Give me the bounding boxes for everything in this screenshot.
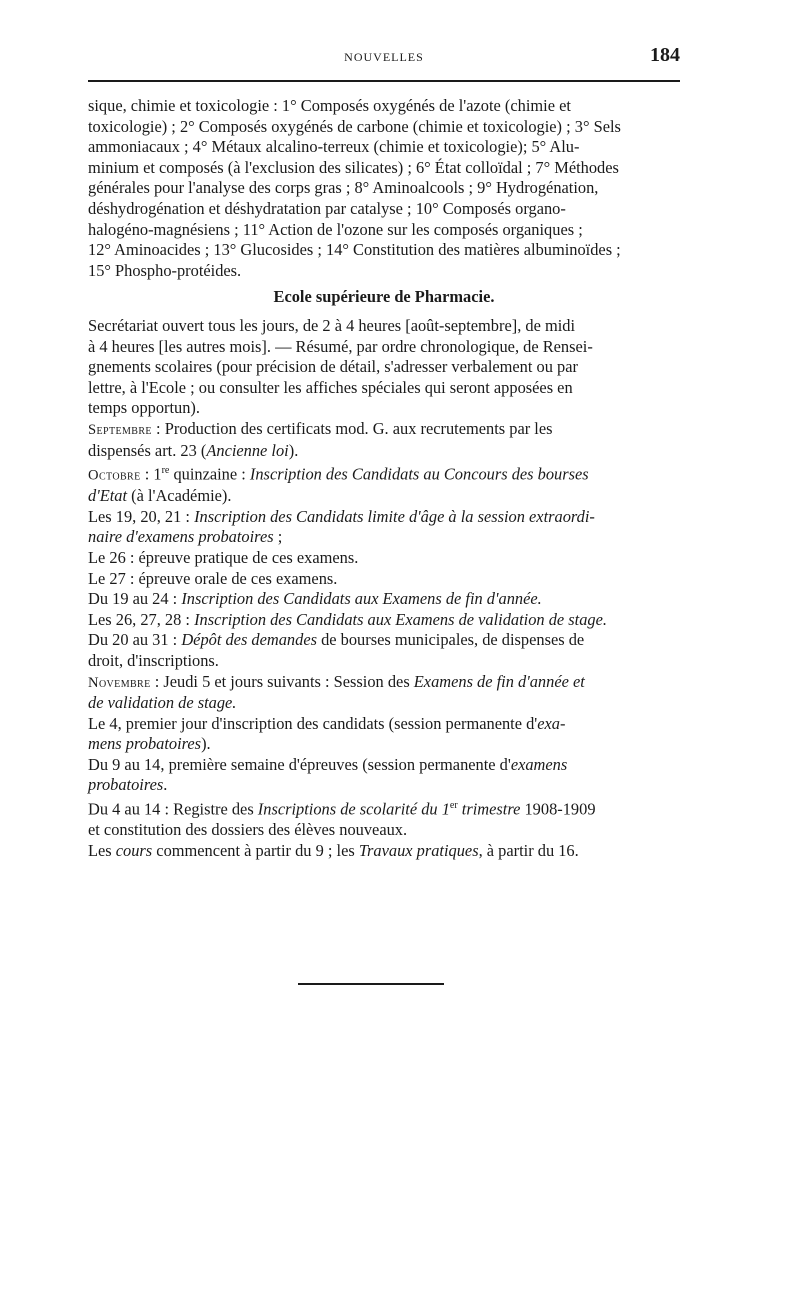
footer-rule bbox=[298, 983, 444, 985]
entry-text: Les bbox=[88, 840, 116, 860]
text-line bbox=[88, 734, 680, 755]
header-rule bbox=[88, 80, 680, 82]
text-line: toxicologie) ; 2° Composés oxygénés de carbone (chimie et toxicologie) ; 3° Sels bbox=[88, 116, 621, 136]
text-line bbox=[88, 796, 680, 820]
running-title: NOUVELLES bbox=[344, 50, 424, 64]
text-line: générales pour l'analyse des corps gras ; 8° Aminoalcools ; 9° Hydrogénation, bbox=[88, 178, 599, 198]
text-line: temps opportun). bbox=[88, 398, 200, 418]
text-line bbox=[88, 589, 680, 610]
entry-italic: mens probatoires bbox=[88, 734, 202, 754]
entry-italic: Inscription des Candidats aux Examens de fin d'année. bbox=[181, 589, 542, 609]
entry-italic: trimestre bbox=[457, 799, 521, 819]
text-line: sique, chimie et toxicologie : 1° Composés oxygénés de l'azote (chimie et bbox=[88, 96, 571, 115]
entry-item bbox=[88, 507, 680, 548]
entry-text: ). bbox=[201, 734, 211, 754]
text-line bbox=[88, 672, 680, 694]
entry-item bbox=[88, 714, 680, 755]
entry-text: 1908-1909 bbox=[520, 799, 596, 819]
text-line bbox=[88, 610, 680, 631]
text-line bbox=[88, 527, 680, 548]
entry-italic: naire d'examens probatoires bbox=[88, 527, 274, 547]
text-line bbox=[88, 841, 680, 862]
entry-item bbox=[88, 630, 680, 671]
entry-text: quinzaine : bbox=[169, 464, 250, 484]
section-title: Ecole supérieure de Pharmacie. bbox=[273, 287, 495, 307]
entry-novembre bbox=[88, 672, 680, 714]
entry-text: commencent à partir du 9 ; les bbox=[152, 840, 359, 860]
text-line bbox=[88, 441, 680, 462]
superscript: re bbox=[161, 465, 170, 477]
entry-italic: Inscription des Candidats limite d'âge à la session extraordi- bbox=[194, 506, 595, 526]
text-line bbox=[88, 714, 680, 735]
entry-italic: Inscription des Candidats aux Examens de validation de stage. bbox=[194, 609, 607, 629]
superscript: er bbox=[449, 800, 458, 812]
intro-paragraph bbox=[88, 96, 680, 281]
entry-item bbox=[88, 548, 680, 569]
entry-italic: Dépôt des demandes bbox=[181, 630, 317, 650]
entry-item bbox=[88, 796, 680, 841]
entry-text: Du 9 au 14, première semaine d'épreuves (session permanente d' bbox=[88, 754, 511, 774]
entry-item bbox=[88, 755, 680, 796]
text-line bbox=[88, 486, 680, 507]
entry-text: : Production des certificats mod. G. aux recrutements par les bbox=[151, 418, 553, 438]
text-line: halogéno-magnésiens ; 11° Action de l'ozone sur les composés organiques ; bbox=[88, 219, 583, 239]
entry-septembre bbox=[88, 419, 680, 461]
text-line bbox=[88, 775, 680, 796]
entry-italic: de validation de stage. bbox=[88, 693, 237, 713]
entry-italic: Examens de fin d'année et bbox=[413, 671, 585, 691]
entry-octobre bbox=[88, 461, 680, 507]
entry-item bbox=[88, 569, 680, 590]
month-label: Novembre bbox=[88, 674, 151, 691]
entry-text: Du 19 au 24 : bbox=[88, 589, 182, 609]
entry-italic: Inscription des Candidats au Concours des bourses bbox=[249, 464, 589, 484]
entry-italic: probatoires bbox=[88, 775, 164, 795]
text-line bbox=[88, 630, 680, 651]
entry-text: : 1 bbox=[140, 464, 162, 484]
text-line: minium et composés (à l'exclusion des silicates) ; 6° État colloïdal ; 7° Méthodes bbox=[88, 157, 619, 177]
entry-item bbox=[88, 841, 680, 862]
entry-italic: Travaux pratiques bbox=[358, 840, 479, 860]
text-line bbox=[88, 693, 680, 714]
text-line bbox=[88, 461, 680, 486]
entry-text: . bbox=[163, 775, 168, 795]
text-line bbox=[88, 507, 680, 528]
month-label: Octobre bbox=[88, 467, 141, 484]
text-line: ammoniacaux ; 4° Métaux alcalino-terreux (chimie et toxicologie); 5° Alu- bbox=[88, 137, 580, 157]
entry-text: ; bbox=[273, 527, 283, 547]
entry-text: : Jeudi 5 et jours suivants : Session des bbox=[150, 671, 414, 691]
text-line: à 4 heures [les autres mois]. — Résumé, par ordre chronologique, de Rensei- bbox=[88, 336, 593, 356]
text-line: Le 27 : épreuve orale de ces examens. bbox=[88, 568, 338, 588]
entry-italic: Ancienne loi bbox=[206, 440, 289, 460]
month-label: Septembre bbox=[88, 421, 152, 438]
entry-italic: cours bbox=[115, 840, 153, 860]
entry-italic: d'Etat bbox=[88, 486, 128, 506]
text-line: gnements scolaires (pour précision de détail, s'adresser verbalement ou par bbox=[88, 357, 578, 377]
entry-text: de bourses municipales, de dispenses de bbox=[316, 630, 585, 650]
text-line: lettre, à l'Ecole ; ou consulter les affiches spéciales qui seront apposées en bbox=[88, 377, 573, 397]
running-header bbox=[88, 44, 680, 68]
entry-text: Du 20 au 31 : bbox=[88, 630, 182, 650]
text-line: 15° Phospho-protéides. bbox=[88, 260, 242, 280]
entry-text: , à partir du 16. bbox=[478, 840, 579, 860]
entry-text: dispensés art. 23 ( bbox=[88, 440, 207, 460]
entry-item bbox=[88, 610, 680, 631]
page-number: 184 bbox=[650, 44, 680, 66]
text-line: Secrétariat ouvert tous les jours, de 2 à 4 heures [août-septembre], de midi bbox=[88, 315, 576, 335]
entry-item bbox=[88, 589, 680, 610]
entry-italic: examens bbox=[510, 754, 568, 774]
text-line: déshydrogénation et déshydratation par catalyse ; 10° Composés organo- bbox=[88, 198, 566, 218]
text-line bbox=[88, 755, 680, 776]
entry-text: Le 4, premier jour d'inscription des candidats (session permanente d' bbox=[88, 713, 538, 733]
text-line bbox=[88, 419, 680, 441]
entry-text: Du 4 au 14 : Registre des bbox=[88, 799, 258, 819]
text-line: Le 26 : épreuve pratique de ces examens. bbox=[88, 547, 359, 567]
secretariat-paragraph bbox=[88, 316, 680, 419]
entry-text: (à l'Académie). bbox=[127, 486, 232, 506]
entry-text: Les 19, 20, 21 : bbox=[88, 506, 195, 526]
entry-italic: exa- bbox=[537, 713, 566, 733]
entry-text: Les 26, 27, 28 : bbox=[88, 609, 195, 629]
body-text bbox=[88, 96, 680, 861]
text-line: droit, d'inscriptions. bbox=[88, 650, 219, 670]
text-line: et constitution des dossiers des élèves nouveaux. bbox=[88, 820, 408, 840]
entry-italic: Inscriptions de scolarité du 1 bbox=[257, 799, 450, 819]
text-line: 12° Aminoacides ; 13° Glucosides ; 14° Constitution des matières albuminoïdes ; bbox=[88, 240, 621, 260]
entry-text: ). bbox=[288, 440, 299, 460]
